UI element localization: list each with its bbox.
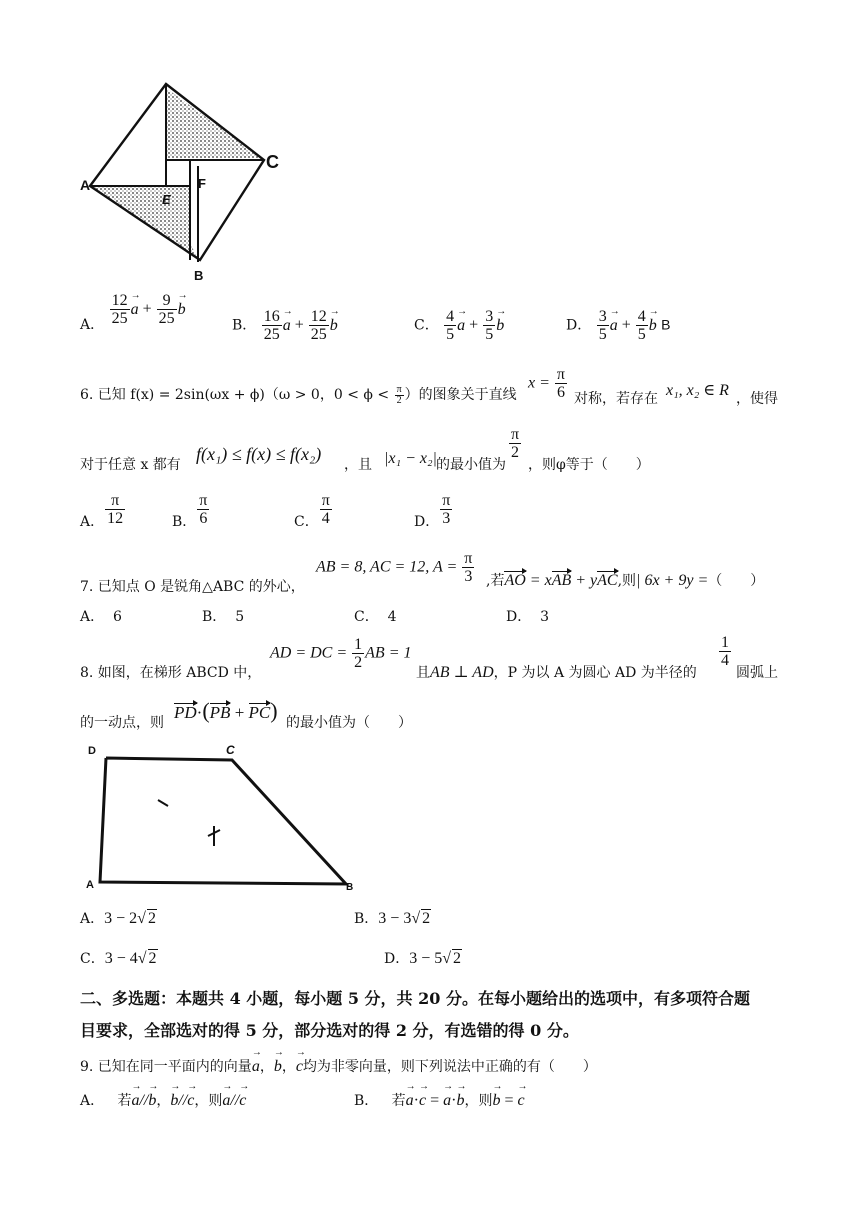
q8-expression: PD·(PB + PC) bbox=[174, 698, 278, 723]
q8-label-d: D bbox=[88, 745, 96, 757]
vector-a: → a bbox=[252, 1058, 260, 1076]
answer-mark: B bbox=[661, 316, 671, 333]
q7-given: AB = 8, AC = 12, A = $\frac{\pi}{3}$ bbox=[316, 550, 473, 585]
q6-inequality: f(x₁) ≤ f(x) ≤ f(x₂) bbox=[196, 444, 322, 464]
q6-line1: 6. 已知 f(x) = 2sin(ωx + ϕ)（ω > 0，0 < ϕ < $\frac{\pi}{2}$ ）的图象关于直线 bbox=[80, 383, 517, 406]
vector-b: → b bbox=[496, 317, 504, 335]
q6-line1-end: ，使得 bbox=[736, 391, 778, 407]
q9-text: 9. 已知在同一平面内的向量→ a，→ b，→ c均为非零向量，则下列说法中正确的有（ ） bbox=[80, 1056, 597, 1076]
vector-ab: AB bbox=[551, 572, 572, 589]
section2-heading-line1: 二、多选题：本题共 4 小题，每小题 5 分，共 20 分。在每小题给出的选项中，有多项符合题 bbox=[80, 989, 750, 1008]
q6-option-a[interactable]: A． $\frac{\pi}{12}$ bbox=[80, 492, 124, 530]
vector-a: → a bbox=[610, 317, 618, 335]
q5-option-d[interactable]: D． $\frac{3}{5}$ → a + $\frac{4}{5}$ → b B bbox=[566, 308, 671, 343]
q7-text: 7. 已知点 O 是锐角△ABC 的外心， bbox=[80, 579, 305, 595]
section2-heading-line2: 目要求，全部选对的得 5 分，部分选对的得 2 分，有选错的得 0 分。 bbox=[80, 1021, 579, 1040]
q6-half-pi: $\frac{\pi}{2}$ bbox=[511, 426, 520, 461]
q9-option-b[interactable]: B． 若→ a·→ c = → a·→ b，则→ b = → c bbox=[354, 1090, 525, 1110]
q8-label-c: C bbox=[226, 743, 235, 757]
vector-b: → b bbox=[274, 1058, 282, 1076]
option-label: A． bbox=[80, 316, 105, 333]
q5-option-a[interactable]: A． $\frac{12}{25}$ → a + $\frac{9}{25}$ → b bbox=[80, 292, 186, 327]
q6-line2-end: ，则φ等于（ ） bbox=[528, 457, 650, 473]
vector-pc: PC bbox=[248, 703, 271, 722]
q5-option-c[interactable]: C． $\frac{4}{5}$ → a + $\frac{3}{5}$ → b bbox=[414, 308, 504, 343]
vector-b: → b bbox=[649, 317, 657, 335]
q8-line2: 的一动点，则 bbox=[80, 715, 164, 731]
q5-label-c: C bbox=[266, 152, 279, 172]
q6-option-c[interactable]: C． $\frac{\pi}{4}$ bbox=[294, 492, 330, 530]
q8-option-c[interactable]: C．3 − 4√ 2 bbox=[80, 950, 157, 967]
q6-line2-mid: ，且 bbox=[344, 457, 372, 473]
q5-label-b: B bbox=[194, 268, 204, 283]
q7-option-b[interactable]: B． 5 bbox=[202, 609, 245, 625]
vector-a: → a bbox=[131, 301, 139, 319]
q8-label-b: B bbox=[346, 882, 354, 892]
q8-text: 8. 如图，在梯形 ABCD 中， bbox=[80, 665, 262, 681]
q8-option-a[interactable]: A．3 − 2√ 2 bbox=[80, 910, 156, 927]
q7-option-d[interactable]: D． 3 bbox=[506, 609, 550, 625]
vector-ac: AC bbox=[597, 572, 618, 589]
q8-option-d[interactable]: D．3 − 5√ 2 bbox=[384, 950, 462, 967]
q6-x1x2: x₁, x₂ ∈ R bbox=[666, 382, 729, 399]
q6-line1-tail: 对称，若存在 bbox=[574, 391, 658, 407]
q5-label-e: E bbox=[162, 192, 171, 207]
q8-option-b[interactable]: B．3 − 3√ 2 bbox=[354, 910, 431, 927]
vector-pd: PD bbox=[174, 703, 197, 722]
q8-label-a: A bbox=[86, 879, 94, 891]
vector-pb: PB bbox=[209, 703, 231, 722]
q6-option-d[interactable]: D． $\frac{\pi}{3}$ bbox=[414, 492, 451, 530]
vector-a: → a bbox=[283, 317, 291, 335]
q8-text-end: 圆弧上 bbox=[736, 665, 778, 681]
q8-quarter: $\frac{1}{4}$ bbox=[721, 634, 729, 669]
q5-label-f: F bbox=[198, 176, 206, 191]
q5-figure bbox=[80, 76, 290, 286]
q6-axis-line: x = $\frac{\pi}{6}$ bbox=[528, 366, 565, 401]
q8-figure bbox=[82, 742, 362, 892]
q5-label-a: A bbox=[80, 177, 91, 193]
q9-option-a[interactable]: A． 若→ a//→ b，→ b//→ c，则→ a//→ c bbox=[80, 1090, 246, 1110]
option-label: B． bbox=[232, 317, 257, 334]
q7-vector-eq: ,若AO = xAB + yAC,则| 6x + 9y =（ ） bbox=[486, 572, 765, 589]
vector-c: → c bbox=[296, 1058, 303, 1076]
q8-line2-end: 的最小值为（ ） bbox=[286, 715, 412, 731]
vector-b: → b bbox=[178, 301, 186, 319]
q6-line2: 对于任意 x 都有 bbox=[80, 457, 181, 473]
option-label: C． bbox=[414, 317, 439, 334]
vector-ao: AO bbox=[504, 572, 526, 589]
q6-absdiff: |x₁ − x₂| bbox=[384, 450, 437, 467]
vector-a: → a bbox=[457, 317, 465, 335]
q5-option-b[interactable]: B． $\frac{16}{25}$ → a + $\frac{12}{25}$ → b bbox=[232, 308, 338, 343]
q8-and: 且AB ⊥ AD，P 为以 A 为圆心 AD 为半径的 bbox=[416, 664, 697, 681]
option-label: D． bbox=[566, 317, 592, 334]
q6-line2-mid2: 的最小值为 bbox=[436, 457, 506, 473]
q7-option-a[interactable]: A． 6 bbox=[80, 609, 122, 625]
vector-b: → b bbox=[330, 317, 338, 335]
q8-condition: AD = DC = $\frac{1}{2}$ AB = 1 bbox=[270, 636, 412, 671]
q6-option-b[interactable]: B． $\frac{\pi}{6}$ bbox=[172, 492, 208, 530]
q7-option-c[interactable]: C． 4 bbox=[354, 609, 397, 625]
